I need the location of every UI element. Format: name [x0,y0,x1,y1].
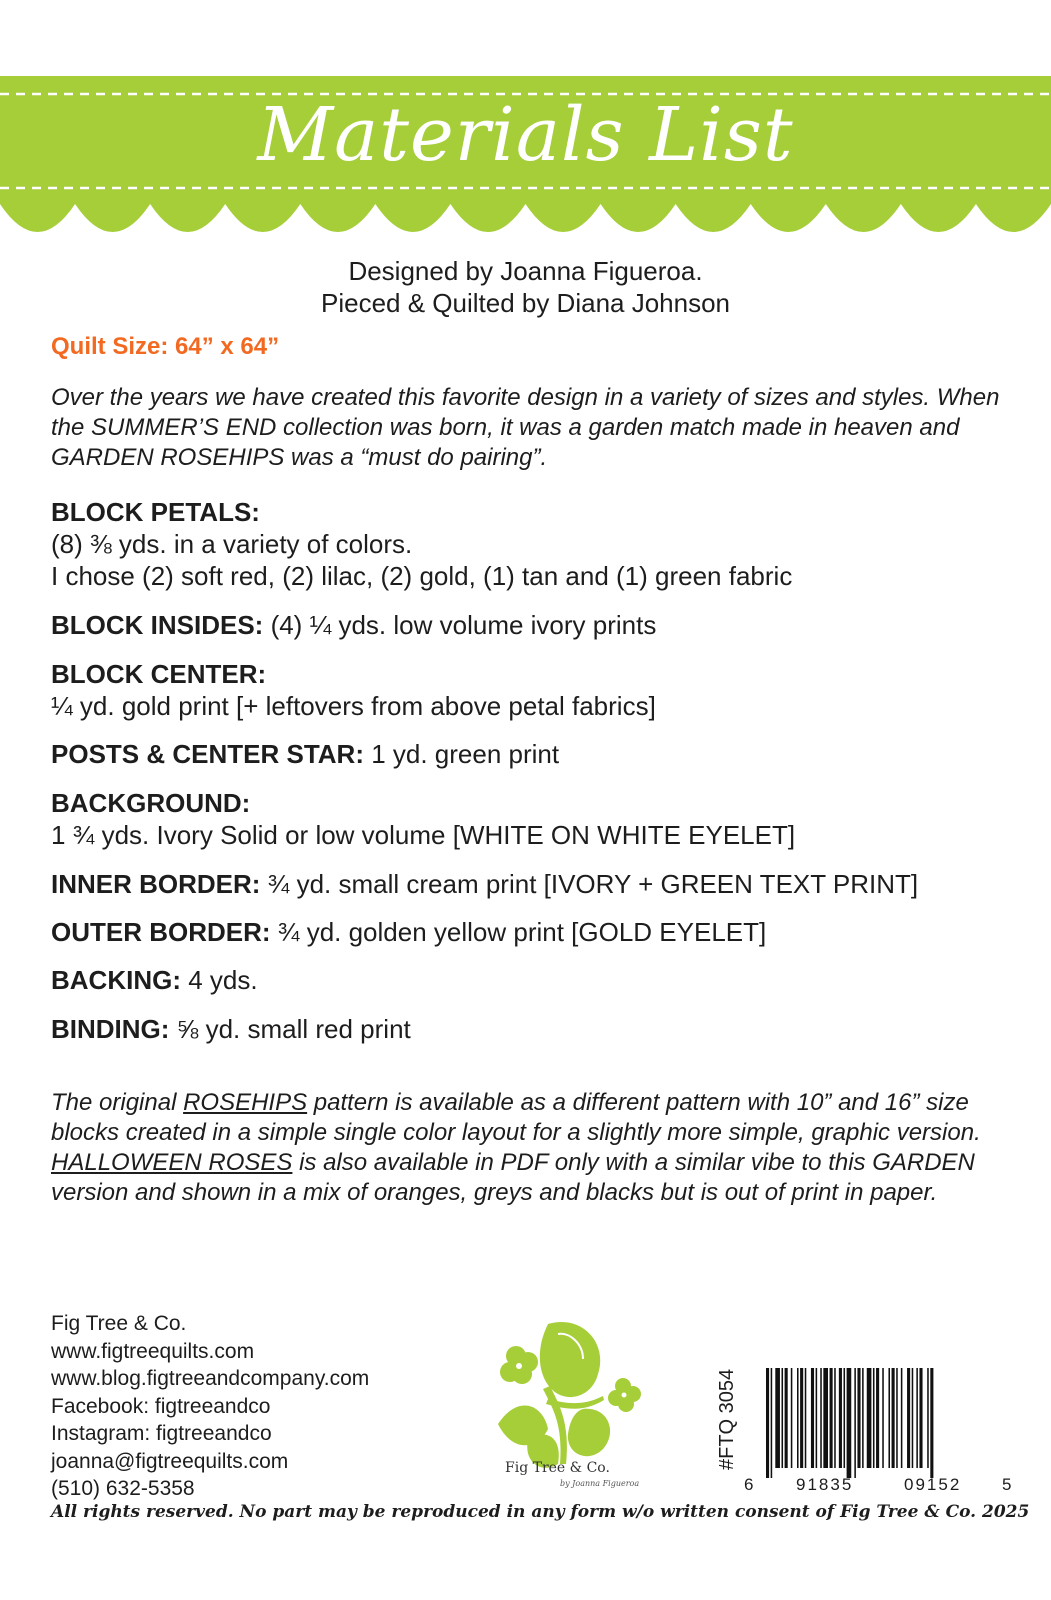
inner-border-section [51,868,1011,900]
block-center-section [51,658,1011,722]
company-name: Fig Tree & Co. [51,1312,187,1335]
outro-text-2: pattern is available as a different pattern with 10” and 16” size blocks created in a simple single color layout for a slightly more simple, graphic version. [51,1089,981,1146]
posts-label: POSTS & CENTER STAR: [51,739,364,769]
phone-number: (510) 632-5358 [51,1477,195,1500]
barcode-bar [844,1368,846,1468]
blog-link[interactable]: www.blog.figtreeandcompany.com [51,1367,370,1390]
backing-value: 4 yds. [181,965,258,995]
barcode-bar [782,1368,784,1468]
barcode-bar [854,1368,856,1478]
contact-block [51,1310,369,1503]
quilter-credit: Pieced & Quilted by Diana Johnson [320,288,731,318]
barcode-bar [791,1368,793,1468]
barcode-bar [916,1368,918,1468]
block-petals-line1: (8) ⅜ yds. in a variety of colors. [51,529,413,559]
background-label: BACKGROUND: [51,788,251,818]
barcode-group2: 09152 [904,1475,962,1494]
barcode-bar [876,1368,879,1468]
outro-text-3: is also available in PDF only with a similar vibe to this GARDEN version and shown in a mix of oranges, greys and blacks but is out of print in paper. [51,1149,975,1206]
barcode-bar [816,1368,818,1468]
barcode-bar [867,1368,872,1468]
barcode-bar [930,1368,933,1478]
barcode-bar [847,1368,852,1478]
sku-label: #FTQ 3054 [716,1368,738,1470]
rosehips-link[interactable]: ROSEHIPS [183,1089,308,1116]
barcode-bar [892,1368,895,1468]
barcode-bar [800,1368,803,1468]
block-insides-label: BLOCK INSIDES: [51,610,264,640]
barcode-bar [896,1368,898,1468]
halloween-roses-link[interactable]: HALLOWEEN ROSES [51,1149,293,1176]
logo-tagline: by Joanna Figueroa [560,1479,640,1488]
outro-text-1: The original [51,1089,184,1116]
barcode-bar [823,1368,828,1468]
barcode-bar [775,1368,780,1468]
barcode-bar [797,1368,799,1468]
background-value: 1 ¾ yds. Ivory Solid or low volume [WHITE ON WHITE EYELET] [51,820,796,850]
intro-paragraph: Over the years we have created this favorite design in a variety of sizes and styles. When the SUMMER’S END collection was born, it was a garden match made in heaven and GARDEN ROSEHIPS was a “must do pairing”. [51,384,1000,471]
barcode-bar [901,1368,903,1468]
barcode-bar [888,1368,890,1468]
barcode-bar [839,1368,842,1468]
block-petals-label: BLOCK PETALS: [51,497,260,527]
block-petals-section [51,496,1011,592]
outer-border-section [51,916,1011,948]
website-link[interactable]: www.figtreequilts.com [51,1339,255,1363]
posts-value: 1 yd. green print [363,739,560,769]
barcode-bar [862,1368,864,1468]
barcode-group1: 91835 [796,1475,854,1494]
barcode-bar [907,1368,910,1468]
barcode [766,1368,1012,1478]
barcode-bar [820,1368,822,1468]
inner-border-label: INNER BORDER: [51,869,261,899]
binding-value: ⅝ yd. small red print [169,1014,411,1044]
fig-branch-icon [488,1314,648,1484]
barcode-bar [811,1368,814,1468]
barcode-bar [771,1368,773,1478]
barcode-bar [873,1368,875,1468]
facebook-handle[interactable]: Facebook: figtreeandco [51,1394,271,1418]
outer-border-value: ¾ yd. golden yellow print [GOLD EYELET] [270,917,767,947]
binding-section [51,1013,1011,1045]
block-center-label: BLOCK CENTER: [51,659,267,689]
block-petals-line2: I chose (2) soft red, (2) lilac, (2) gold, (1) tan and (1) green fabric [51,561,793,591]
outro-paragraph [51,1088,1001,1208]
barcode-bar [857,1368,860,1468]
barcode-bar [912,1368,914,1468]
barcode-bar [834,1368,836,1468]
instagram-handle[interactable]: Instagram: figtreeandco [51,1422,272,1445]
barcode-bar [830,1368,833,1468]
backing-section [51,964,1011,996]
outer-border-label: OUTER BORDER: [51,917,271,947]
barcode-bar [919,1368,922,1468]
copyright-notice: All rights reserved. No part may be reproduced in any form w/o written consent of Fig Tree & Co. 2025 [51,1502,1030,1522]
barcode-bar [927,1368,929,1468]
backing-label: BACKING: [51,965,181,995]
barcode-bar [882,1368,884,1468]
designer-credit: Designed by Joanna Figueroa. [348,256,703,286]
logo-wordmark: Fig Tree & Co. [505,1460,610,1476]
inner-border-value: ¾ yd. small cream print [IVORY + GREEN TEXT PRINT] [260,869,919,899]
block-insides-value: (4) ¼ yds. low volume ivory prints [263,610,657,640]
barcode-lead: 6 [744,1475,754,1494]
posts-section [51,738,1011,770]
page-title: Materials List [257,92,794,178]
barcode-bar [766,1368,769,1478]
barcode-bar [785,1368,788,1468]
email-link[interactable]: joanna@figtreequilts.com [51,1449,289,1473]
background-section [51,787,1011,851]
quilt-size: Quilt Size: 64” x 64” [51,333,280,360]
binding-label: BINDING: [51,1014,170,1044]
barcode-check: 5 [1002,1475,1012,1494]
barcode-bar [805,1368,807,1468]
block-center-value: ¼ yd. gold print [+ leftovers from above petal fabrics] [51,691,656,721]
block-insides-section [51,609,1011,641]
